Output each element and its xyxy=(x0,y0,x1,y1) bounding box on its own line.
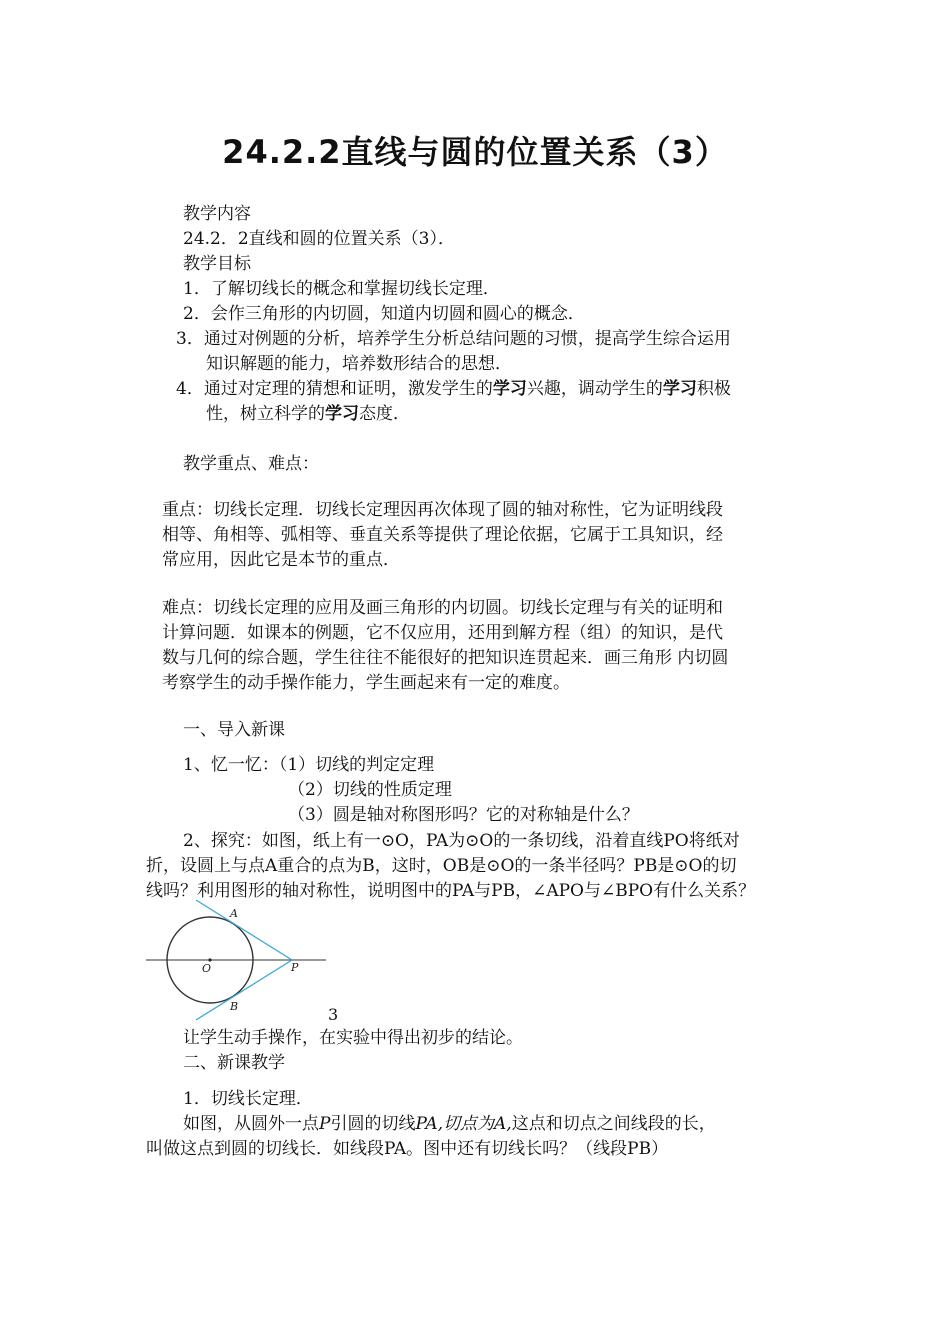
hands-on-text: 让学生动手操作，在实验中得出初步的结论。 xyxy=(183,1028,523,1048)
bold-study-1: 学习 xyxy=(492,379,527,399)
keypoints-heading: 教学重点、难点： xyxy=(183,454,319,474)
difficulty-line-2: 计算问题．如课本的例题，它不仅应用，还用到解方程（组）的知识，是代 xyxy=(162,623,723,643)
label-p: P xyxy=(291,961,299,974)
objective-3-line-1: 3．通过对例题的分析，培养学生分析总结问题的习惯，提高学生综合运用 xyxy=(176,329,731,349)
recall-line-3: （3）圆是轴对称图形吗？它的对称轴是什么？ xyxy=(288,805,639,825)
theorem-heading: 1．切线长定理． xyxy=(183,1089,313,1109)
part-2-heading: 二、新课教学 xyxy=(183,1053,285,1073)
definition-line-1: 如图，从圆外一点P引圆的切线PA,切点为A,这点和切点之间线段的长， xyxy=(183,1114,716,1134)
explore-line-2: 折，设圆上与点A重合的点为B，这时，OB是⊙O的一条半径吗？PB是⊙O的切 xyxy=(146,856,737,876)
label-o: O xyxy=(202,962,212,975)
section-content-heading: 教学内容 xyxy=(183,204,251,224)
recall-line-1: 1、忆一忆：（1）切线的判定定理 xyxy=(183,755,435,775)
page-title: 24.2.2直线与圆的位置关系（3） xyxy=(222,133,728,171)
objective-3-line-2: 知识解题的能力，培养数形结合的思想． xyxy=(206,354,512,374)
objective-4-line-1: 4．通过对定理的猜想和证明，激发学生的学习兴趣，调动学生的学习积极 xyxy=(176,379,731,399)
objectives-heading: 教学目标 xyxy=(183,254,251,274)
keypoint-line-3: 常应用，因此它是本节的重点． xyxy=(162,550,400,570)
objective-2: 2．会作三角形的内切圆，知道内切圆和圆心的概念． xyxy=(183,304,585,324)
section-content-text: 24.2．2直线和圆的位置关系（3）． xyxy=(183,229,455,249)
bold-study-2: 学习 xyxy=(662,379,697,399)
difficulty-line-1: 难点：切线长定理的应用及画三角形的内切圆。切线长定理与有关的证明和 xyxy=(162,598,723,618)
label-b: B xyxy=(230,1000,239,1013)
difficulty-line-3: 数与几何的综合题，学生往往不能很好的把知识连贯起来．画三角形 内切圆 xyxy=(162,648,729,668)
explore-line-1: 2、探究：如图，纸上有一⊙O，PA为⊙O的一条切线，沿着直线PO将纸对 xyxy=(183,831,740,851)
figure-caption: 3 xyxy=(328,1005,339,1024)
recall-line-2: （2）切线的性质定理 xyxy=(288,780,452,800)
objective-1: 1．了解切线长的概念和掌握切线长定理． xyxy=(183,279,500,299)
keypoint-line-1: 重点：切线长定理．切线长定理因再次体现了圆的轴对称性，它为证明线段 xyxy=(162,500,723,520)
objective-4-line-2: 性，树立科学的学习态度． xyxy=(206,404,410,424)
difficulty-line-4: 考察学生的动手操作能力，学生画起来有一定的难度。 xyxy=(162,673,570,693)
bold-study-3: 学习 xyxy=(325,404,359,424)
definition-line-2: 叫做这点到圆的切线长．如线段PA。图中还有切线长吗？（线段PB） xyxy=(146,1139,669,1159)
explore-line-3: 线吗？利用图形的轴对称性，说明图中的PA与PB，∠APO与∠BPO有什么关系？ xyxy=(146,881,756,901)
keypoint-line-2: 相等、角相等、弧相等、垂直关系等提供了理论依据，它属于工具知识，经 xyxy=(162,525,723,545)
part-1-heading: 一、导入新课 xyxy=(183,720,285,740)
tangent-figure xyxy=(140,898,340,1028)
tangent-pa xyxy=(196,900,292,960)
label-a: A xyxy=(230,907,238,920)
